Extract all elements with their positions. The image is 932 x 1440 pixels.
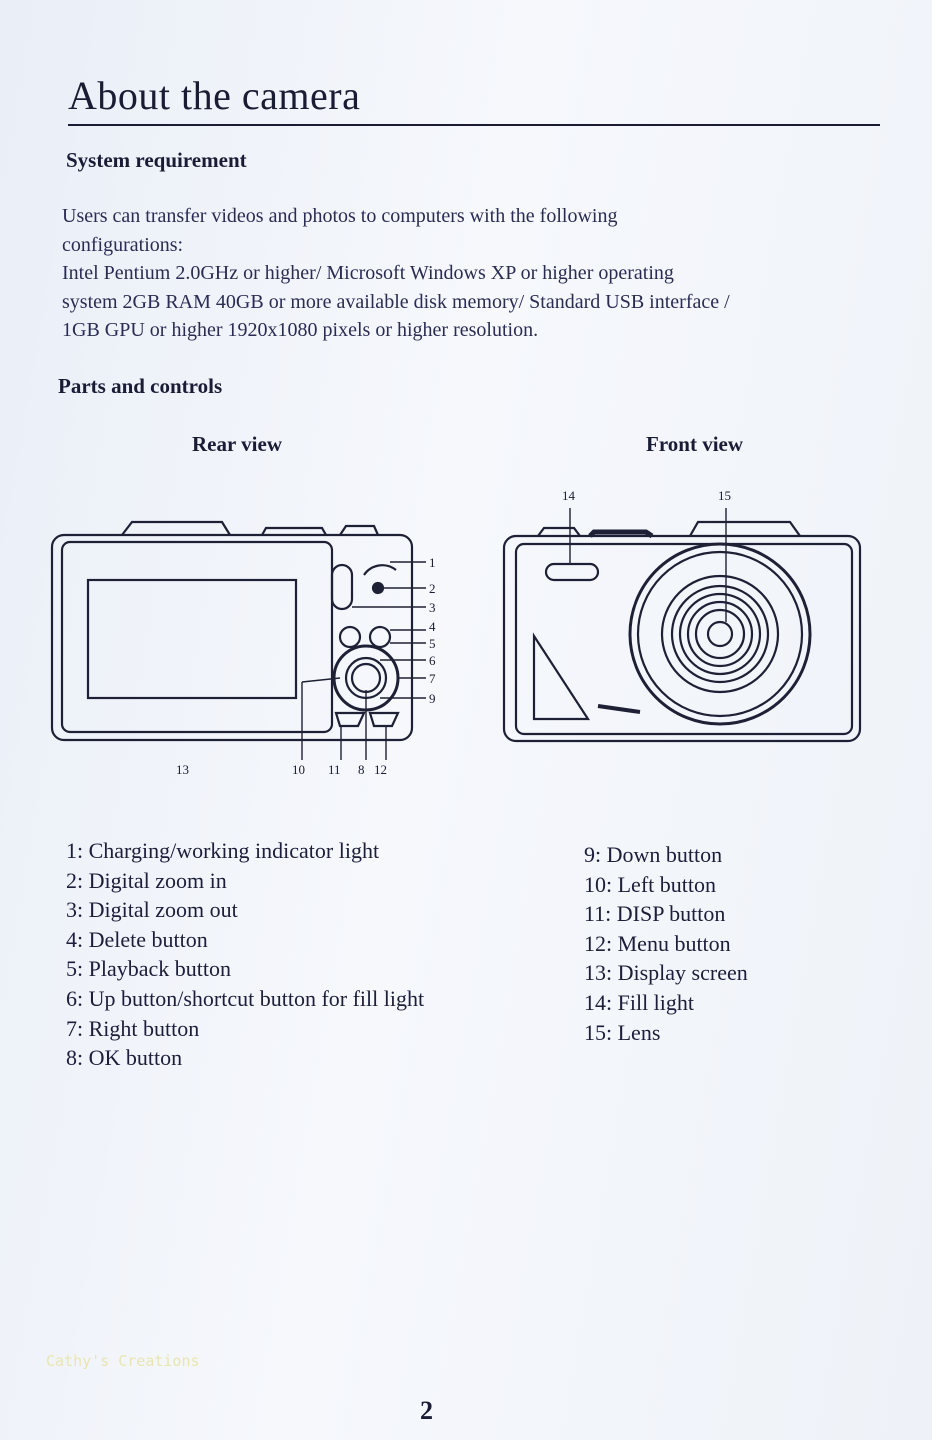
parts-controls-heading: Parts and controls xyxy=(58,374,223,398)
callout-8: 8 xyxy=(358,762,365,777)
callout-14: 14 xyxy=(562,488,575,503)
list-item: 1: Charging/working indicator light xyxy=(66,838,380,863)
system-line: Users can transfer videos and photos to computers with the following xyxy=(62,205,618,227)
list-item: 13: Display screen xyxy=(584,960,748,986)
system-requirement-text xyxy=(62,202,892,345)
callout-12: 12 xyxy=(374,762,387,777)
list-item: 2: Digital zoom in xyxy=(66,867,227,893)
page-title: About the camera xyxy=(68,73,361,118)
list-item: 8: OK button xyxy=(66,1045,183,1071)
watermark: Cathy's Creations xyxy=(46,1352,200,1370)
callout-3: 3 xyxy=(429,600,436,615)
front-view-diagram xyxy=(490,484,890,754)
system-line: Intel Pentium 2.0GHz or higher/ Microsoft Windows XP or higher operating xyxy=(62,262,674,284)
list-item: 6: Up button/shortcut button for fill light xyxy=(66,985,425,1011)
callout-4: 4 xyxy=(429,619,436,634)
system-line: system 2GB RAM 40GB or more available disk memory/ Standard USB interface / xyxy=(62,290,730,313)
callout-1: 1 xyxy=(429,555,436,570)
system-line: configurations: xyxy=(62,233,184,256)
rear-view-title: Rear view xyxy=(192,432,282,456)
parts-list-right xyxy=(584,840,748,1047)
list-item: 7: Right button xyxy=(66,1015,200,1041)
callout-5: 5 xyxy=(429,636,436,651)
list-item: 14: Fill light xyxy=(584,989,695,1015)
callout-15: 15 xyxy=(718,488,731,503)
list-item: 11: DISP button xyxy=(584,901,726,927)
page-number: 2 xyxy=(420,1396,433,1425)
system-line: 1GB GPU or higher 1920x1080 pixels or higher resolution. xyxy=(62,319,539,341)
callout-6: 6 xyxy=(429,653,436,668)
title-underline xyxy=(68,124,880,126)
parts-list-left xyxy=(66,836,424,1073)
list-item: 12: Menu button xyxy=(584,930,731,956)
list-item: 10: Left button xyxy=(584,871,716,897)
list-item: 9: Down button xyxy=(584,842,723,867)
callout-9: 9 xyxy=(429,691,436,706)
callout-10: 10 xyxy=(292,762,305,777)
list-item: 3: Digital zoom out xyxy=(66,897,238,923)
list-item: 5: Playback button xyxy=(66,956,231,982)
callout-2: 2 xyxy=(429,581,436,596)
list-item: 15: Lens xyxy=(584,1019,661,1045)
callout-11: 11 xyxy=(328,762,341,777)
rear-view-diagram xyxy=(40,510,460,790)
callout-7: 7 xyxy=(429,671,436,686)
list-item: 4: Delete button xyxy=(66,926,208,952)
system-requirement-heading: System requirement xyxy=(66,148,247,172)
front-view-title: Front view xyxy=(646,432,744,456)
callout-13: 13 xyxy=(176,762,189,777)
